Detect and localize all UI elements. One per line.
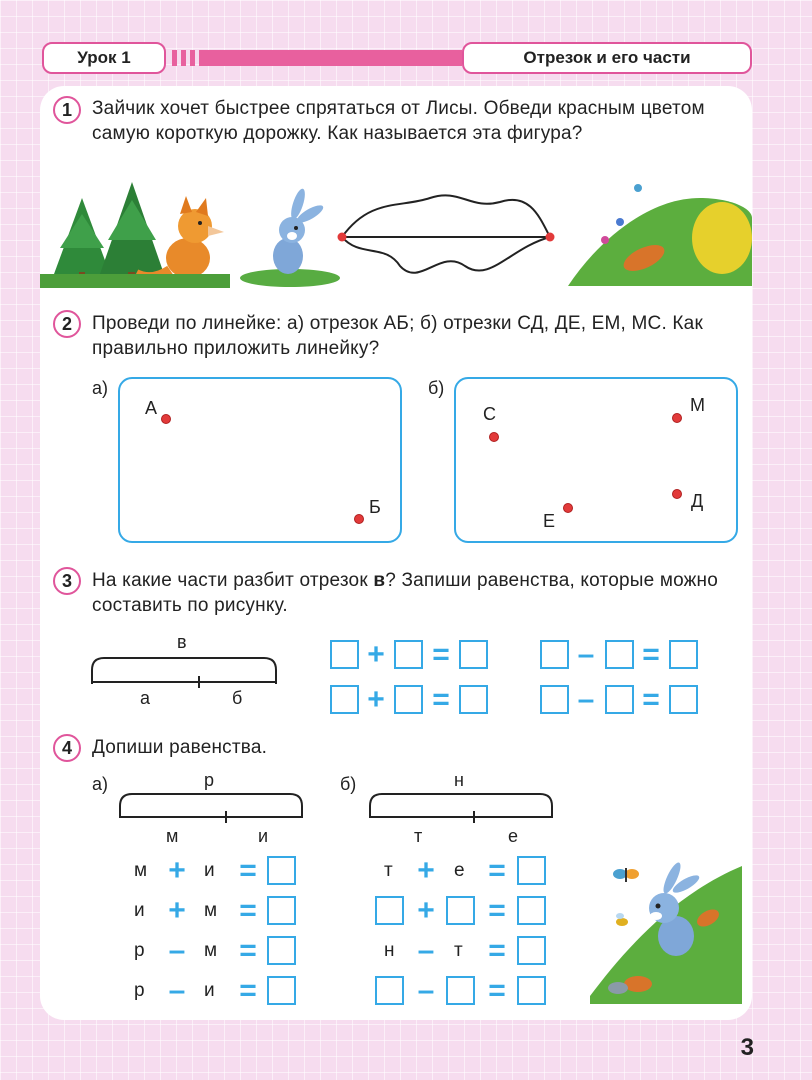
- answer-box[interactable]: [446, 976, 475, 1005]
- answer-box[interactable]: [540, 685, 569, 714]
- answer-box[interactable]: [267, 936, 296, 965]
- row-b3-right: т: [454, 940, 463, 961]
- minus-sign: –: [417, 974, 435, 1007]
- task-3-part1-label: а: [140, 688, 151, 708]
- equals-sign: =: [488, 934, 506, 967]
- answer-box[interactable]: [267, 976, 296, 1005]
- point-label-c: С: [483, 404, 496, 424]
- topic-text: Отрезок и его части: [523, 48, 691, 67]
- minus-sign: –: [577, 638, 595, 671]
- task-3-segment: [88, 654, 284, 694]
- task-4-a-segment: [116, 790, 308, 824]
- answer-box[interactable]: [267, 896, 296, 925]
- header-stripe: [172, 50, 462, 66]
- answer-box[interactable]: [517, 896, 546, 925]
- answer-box[interactable]: [375, 976, 404, 1005]
- task-2-a-label: а): [92, 378, 109, 398]
- answer-box[interactable]: [605, 640, 634, 669]
- point-label-e: Е: [543, 511, 556, 531]
- point-m[interactable]: [672, 413, 682, 423]
- equals-sign: =: [642, 638, 660, 671]
- task-3-number: 3: [53, 567, 81, 595]
- butterfly-icon: [613, 868, 639, 882]
- plus-sign: +: [168, 894, 186, 927]
- equals-sign: =: [239, 854, 257, 887]
- task-4-a-part1: м: [166, 826, 179, 846]
- answer-box[interactable]: [669, 685, 698, 714]
- row-a4-right: и: [204, 980, 215, 1001]
- answer-box[interactable]: [375, 896, 404, 925]
- task-3-whole-label: в: [177, 632, 187, 652]
- task-4-number: 4: [53, 734, 81, 762]
- topic-label: [462, 42, 752, 74]
- task-3-text: [92, 568, 752, 618]
- task-3-text-end: ? Запиши равенства, которые можно составить по рисунку.: [92, 570, 719, 616]
- task-4-b-whole: н: [454, 770, 464, 790]
- minus-sign: –: [417, 934, 435, 967]
- task-4-a-label: а): [92, 774, 109, 794]
- answer-box[interactable]: [517, 976, 546, 1005]
- task-1-number: 1: [53, 96, 81, 124]
- plus-sign: +: [417, 854, 435, 887]
- task-2-text: Проведи по линейке: а) отрезок АБ; б) отрезки СД, ДЕ, ЕМ, МС. Как правильно приложить линейку?: [92, 313, 703, 359]
- answer-box[interactable]: [517, 936, 546, 965]
- answer-box[interactable]: [540, 640, 569, 669]
- answer-box[interactable]: [394, 640, 423, 669]
- point-label-a: А: [145, 398, 158, 418]
- task-3-part2-label: б: [232, 688, 243, 708]
- bee-icon: [616, 913, 628, 926]
- point-e[interactable]: [563, 503, 573, 513]
- row-a1-right: и: [204, 860, 215, 881]
- row-a1-left: м: [134, 860, 148, 881]
- answer-box[interactable]: [394, 685, 423, 714]
- equals-sign: =: [642, 683, 660, 716]
- row-b3-left: н: [384, 940, 395, 961]
- point-label-d: Д: [691, 491, 704, 511]
- row-a3-left: р: [134, 940, 145, 961]
- hare-icon: [240, 187, 340, 287]
- task-3-segment-name: в: [373, 570, 386, 591]
- row-a2-right: м: [204, 900, 218, 921]
- answer-box[interactable]: [330, 685, 359, 714]
- minus-sign: –: [168, 934, 186, 967]
- plus-sign: +: [168, 854, 186, 887]
- equals-sign: =: [239, 934, 257, 967]
- row-b1-left: т: [384, 860, 393, 881]
- task-4-b-part1: т: [414, 826, 423, 846]
- minus-sign: –: [168, 974, 186, 1007]
- row-a2-left: и: [134, 900, 145, 921]
- row-b1-right: е: [454, 860, 465, 881]
- plus-sign: +: [367, 638, 385, 671]
- answer-box[interactable]: [459, 640, 488, 669]
- task-4-b-segment: [366, 790, 558, 824]
- point-label-m: М: [690, 395, 705, 415]
- answer-box[interactable]: [330, 640, 359, 669]
- hare-on-hill-icon: [580, 856, 742, 1004]
- task-3-text-start: На какие части разбит отрезок: [92, 570, 374, 591]
- task-2-number: 2: [53, 310, 81, 338]
- fir-trees-icon: [54, 182, 164, 284]
- equals-sign: =: [432, 683, 450, 716]
- minus-sign: –: [577, 683, 595, 716]
- answer-box[interactable]: [446, 896, 475, 925]
- page-number: 3: [740, 1034, 754, 1061]
- point-c[interactable]: [489, 432, 499, 442]
- answer-box[interactable]: [605, 685, 634, 714]
- equals-sign: =: [488, 974, 506, 1007]
- paths-figure: [338, 195, 555, 272]
- point-d[interactable]: [672, 489, 682, 499]
- equals-sign: =: [488, 854, 506, 887]
- lesson-text: Урок 1: [77, 48, 131, 67]
- answer-box[interactable]: [517, 856, 546, 885]
- task-1-text: Зайчик хочет быстрее спрятаться от Лисы. Обведи красным цветом самую короткую дорожку. Как называется эта фигура?: [92, 98, 705, 144]
- task-4-a-whole: р: [204, 770, 215, 790]
- row-a4-left: р: [134, 980, 145, 1001]
- point-label-b: Б: [369, 497, 381, 517]
- task-4-text: Допиши равенства.: [92, 737, 268, 758]
- point-a[interactable]: [161, 414, 171, 424]
- equals-sign: =: [239, 894, 257, 927]
- equals-sign: =: [432, 638, 450, 671]
- point-b[interactable]: [354, 514, 364, 524]
- equals-sign: =: [488, 894, 506, 927]
- answer-box[interactable]: [267, 856, 296, 885]
- task-4-b-part2: е: [508, 826, 519, 846]
- task-1-illustration: [40, 178, 752, 290]
- answer-box[interactable]: [459, 685, 488, 714]
- task-4-b-label: б): [340, 774, 357, 794]
- plus-sign: +: [367, 683, 385, 716]
- plus-sign: +: [417, 894, 435, 927]
- equals-sign: =: [239, 974, 257, 1007]
- lesson-label: [42, 42, 166, 74]
- answer-box[interactable]: [669, 640, 698, 669]
- row-a3-right: м: [204, 940, 218, 961]
- hill-burrow-icon: [568, 184, 752, 286]
- task-2-b-label: б): [428, 378, 445, 398]
- task-4-a-part2: и: [258, 826, 269, 846]
